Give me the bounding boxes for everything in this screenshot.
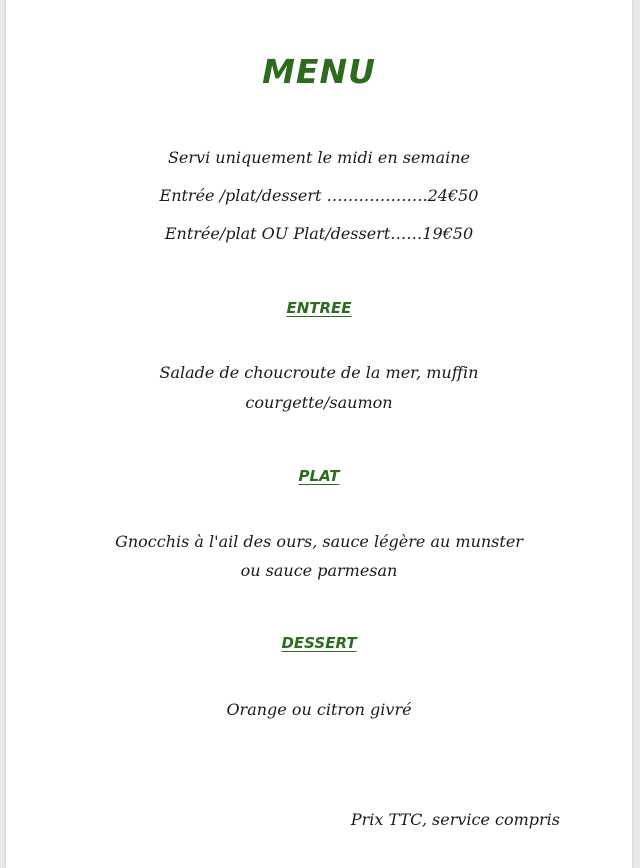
plat-line-2: ou sauce parmesan <box>240 561 398 580</box>
availability-text: Servi uniquement le midi en semaine <box>167 148 471 167</box>
formula-two-course-price: Entrée/plat OU Plat/dessert……19€50 <box>164 224 474 243</box>
price-footer-note: Prix TTC, service compris <box>350 810 560 829</box>
entree-line-1: Salade de choucroute de la mer, muffin <box>159 363 479 382</box>
entree-line-2: courgette/saumon <box>245 393 393 412</box>
menu-title: MENU <box>262 52 376 91</box>
plat-line-1: Gnocchis à l'ail des ours, sauce légère au munster <box>115 532 523 551</box>
dessert-section-title: DESSERT <box>281 634 357 652</box>
formula-full-price: Entrée /plat/dessert ……………….24€50 <box>159 186 479 205</box>
dessert-line-1: Orange ou citron givré <box>226 700 412 719</box>
menu-page <box>6 0 632 868</box>
entree-section-title: ENTREE <box>286 299 352 317</box>
plat-section-title: PLAT <box>298 467 340 485</box>
